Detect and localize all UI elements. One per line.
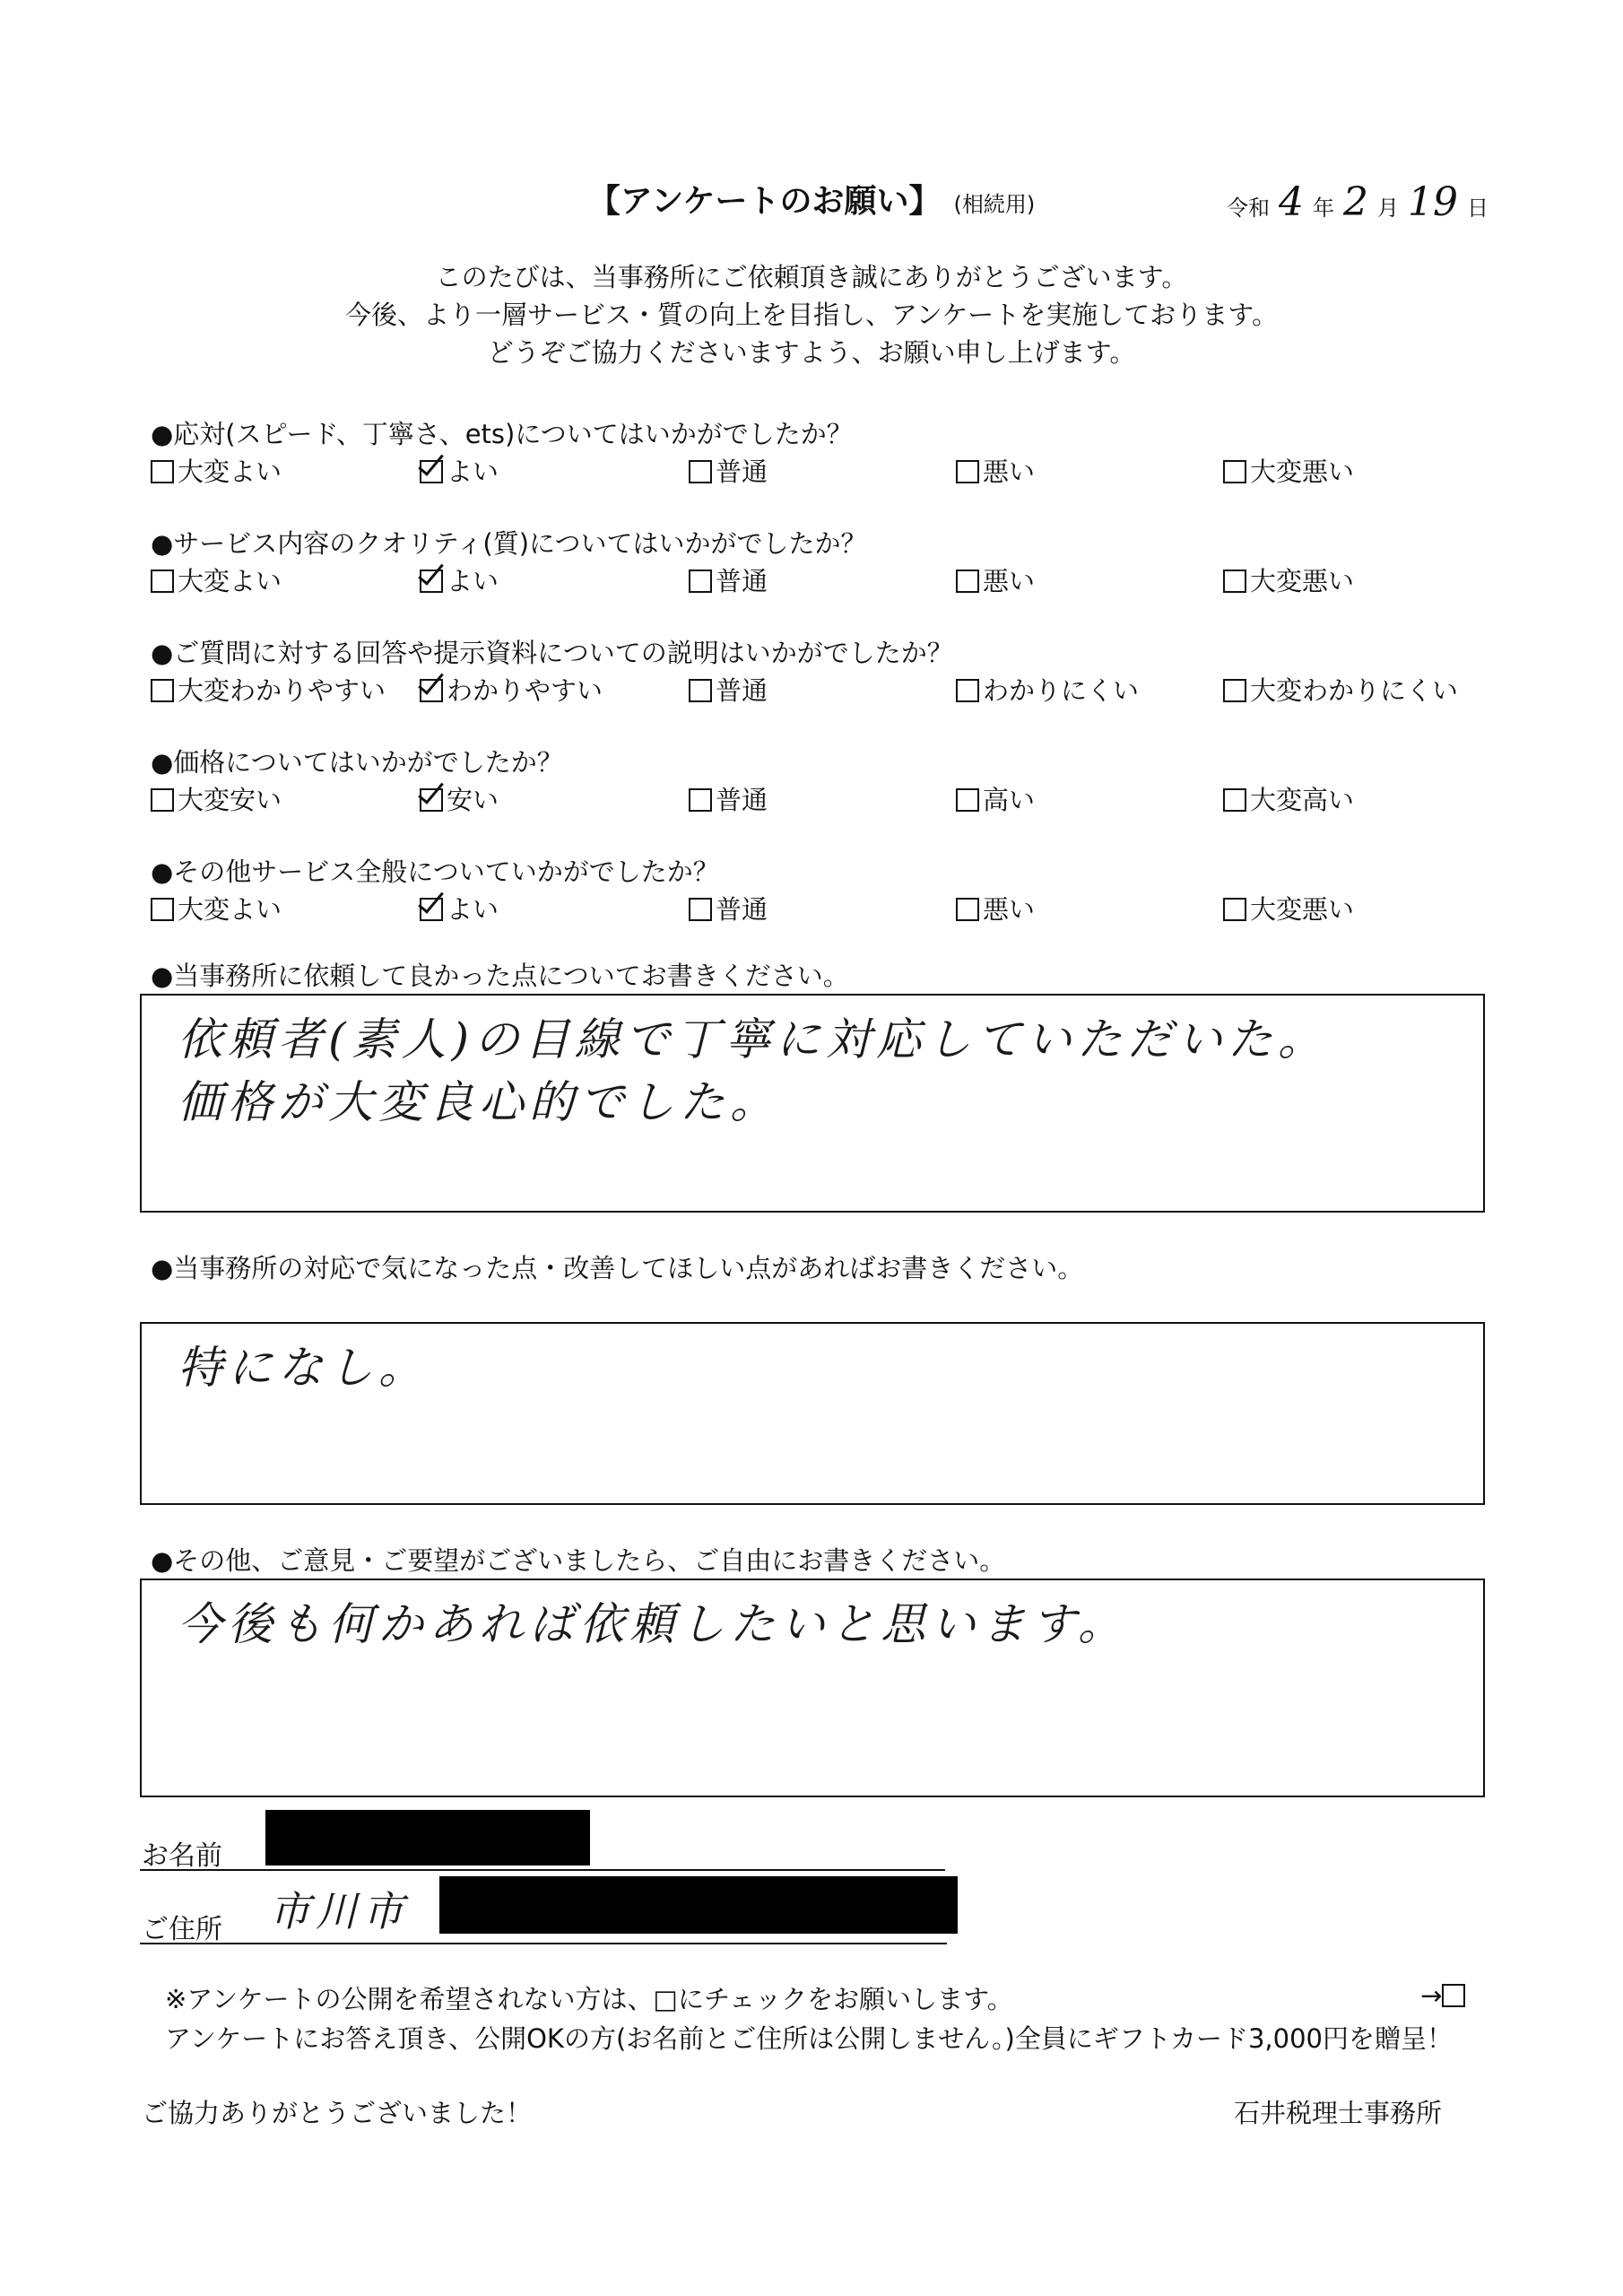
- improvement-answer-box[interactable]: [140, 1322, 1485, 1505]
- intro-line: どうぞご協力くださいますよう、お願い申し上げます。: [487, 337, 1136, 368]
- question-text: ●その他サービス全般についていかがでしたか？: [151, 857, 719, 887]
- checkbox[interactable]: [1223, 898, 1246, 921]
- checked-checkbox[interactable]: [420, 679, 443, 702]
- answer-option[interactable]: [689, 890, 768, 926]
- option-label: 大変よい: [178, 457, 282, 487]
- option-label: 大変高い: [1250, 785, 1355, 815]
- checkbox[interactable]: [151, 570, 174, 593]
- checkbox[interactable]: [956, 460, 979, 483]
- address-handwritten: 市川市: [269, 1887, 409, 1935]
- answer-option[interactable]: [151, 561, 282, 598]
- answer-option[interactable]: [420, 780, 499, 817]
- question-options: [151, 452, 1496, 491]
- optout-checkbox[interactable]: [1442, 1984, 1465, 2007]
- answer-option[interactable]: [1223, 452, 1354, 489]
- question-text: ●サービス内容のクオリティ(質)についてはいかがでしたか？: [151, 528, 867, 559]
- question-options: [151, 780, 1496, 820]
- checkbox[interactable]: [956, 570, 979, 593]
- handwritten-line: 今後も何かあれば依頼したいと思います。: [178, 1598, 1128, 1650]
- survey-date: [1227, 179, 1488, 225]
- option-label: 高い: [983, 785, 1036, 815]
- answer-option[interactable]: [956, 452, 1035, 489]
- intro-line: このたびは、当事務所にご依頼頂き誠にありがとうございます。: [435, 262, 1188, 292]
- answer-option[interactable]: [689, 561, 768, 598]
- option-label: よい: [447, 894, 499, 925]
- answer-option[interactable]: [420, 561, 499, 598]
- other-comments-answer-box[interactable]: [140, 1578, 1485, 1797]
- other-comments-heading: ●その他、ご意見・ご要望がございましたら、ご自由にお書きください。: [151, 1545, 1006, 1576]
- checked-checkbox[interactable]: [420, 570, 443, 593]
- answer-option[interactable]: [956, 561, 1035, 598]
- handwritten-line: 価格が大変良心的でした。: [178, 1076, 780, 1128]
- name-label: お名前: [142, 1840, 222, 1872]
- option-label: 大変よい: [178, 566, 282, 596]
- option-label: 普通: [716, 785, 768, 815]
- answer-option[interactable]: [956, 671, 1139, 708]
- date-month-unit: 月: [1377, 196, 1399, 221]
- answer-option[interactable]: [1223, 890, 1354, 926]
- thanks-text: ご協力ありがとうございました！: [142, 2098, 533, 2128]
- office-name: 石井税理士事務所: [1233, 2098, 1442, 2128]
- option-label: 大変悪い: [1250, 894, 1355, 925]
- answer-option[interactable]: [420, 671, 603, 708]
- option-label: わかりにくい: [983, 675, 1140, 706]
- date-month: 2: [1343, 179, 1368, 225]
- checkbox[interactable]: [1223, 460, 1246, 483]
- checkbox[interactable]: [689, 570, 712, 593]
- answer-option[interactable]: [689, 452, 768, 489]
- checkbox[interactable]: [151, 679, 174, 702]
- checkbox[interactable]: [689, 460, 712, 483]
- option-label: 悪い: [983, 457, 1036, 487]
- option-label: 普通: [716, 457, 768, 487]
- option-label: わかりやすい: [447, 675, 603, 706]
- answer-option[interactable]: [1223, 671, 1458, 708]
- option-label: 悪い: [983, 566, 1036, 596]
- answer-option[interactable]: [1223, 780, 1354, 817]
- checkbox[interactable]: [151, 788, 174, 812]
- answer-option[interactable]: [689, 671, 768, 708]
- answer-option[interactable]: [151, 890, 282, 926]
- option-label: 悪い: [983, 894, 1036, 925]
- checkbox[interactable]: [1223, 570, 1246, 593]
- address-redaction: [439, 1876, 958, 1934]
- question-options: [151, 671, 1496, 710]
- date-day-unit: 日: [1467, 196, 1488, 221]
- checkbox[interactable]: [956, 898, 979, 921]
- question-text: ●ご質問に対する回答や提示資料についての説明はいかがでしたか？: [151, 638, 953, 668]
- answer-option[interactable]: [956, 890, 1035, 926]
- option-label: 普通: [716, 675, 768, 706]
- intro-text: [0, 258, 1623, 371]
- gift-note: アンケートにお答え頂き、公開OKの方(お名前とご住所は公開しません。)全員にギフトカード3,000円を贈呈！: [165, 2023, 1453, 2054]
- question-options: [151, 890, 1496, 929]
- title-main: 【アンケートのお願い】: [587, 183, 942, 220]
- checked-checkbox[interactable]: [420, 788, 443, 812]
- option-label: 大変わかりやすい: [178, 675, 386, 706]
- option-label: 大変わかりにくい: [1250, 675, 1459, 706]
- good-points-heading: ●当事務所に依頼して良かった点についてお書きください。: [151, 961, 849, 991]
- answer-option[interactable]: [420, 890, 499, 926]
- checkbox[interactable]: [689, 898, 712, 921]
- checkbox[interactable]: [956, 679, 979, 702]
- title-subtitle: (相続用): [953, 192, 1036, 217]
- answer-option[interactable]: [151, 780, 282, 817]
- answer-option[interactable]: [689, 780, 768, 817]
- checkbox[interactable]: [1223, 679, 1246, 702]
- question-text: ●応対(スピード、丁寧さ、ets)についてはいかがでしたか？: [151, 419, 853, 449]
- answer-option[interactable]: [151, 452, 282, 489]
- question-text: ●価格についてはいかがでしたか？: [151, 747, 563, 778]
- option-label: 安い: [447, 785, 499, 815]
- option-label: よい: [447, 457, 499, 487]
- checkbox[interactable]: [151, 898, 174, 921]
- answer-option[interactable]: [420, 452, 499, 489]
- option-label: 大変悪い: [1250, 457, 1355, 487]
- address-label: ご住所: [142, 1914, 222, 1945]
- date-day: 19: [1408, 179, 1458, 225]
- option-label: 大変よい: [178, 894, 282, 925]
- intro-line: 今後、より一層サービス・質の向上を目指し、アンケートを実施しております。: [345, 300, 1278, 330]
- option-label: 普通: [716, 894, 768, 925]
- checkbox[interactable]: [689, 788, 712, 812]
- name-redaction: [265, 1810, 590, 1866]
- checked-checkbox[interactable]: [420, 460, 443, 483]
- arrow-icon: →: [1420, 1980, 1443, 2011]
- checked-checkbox[interactable]: [420, 898, 443, 921]
- improvement-heading: ●当事務所の対応で気になった点・改善してほしい点があればお書きください。: [151, 1253, 1084, 1283]
- answer-option[interactable]: [956, 780, 1035, 817]
- checkbox[interactable]: [1223, 788, 1246, 812]
- option-label: 大変悪い: [1250, 566, 1355, 596]
- optout-arrow: [1420, 1980, 1469, 2011]
- option-label: 普通: [716, 566, 768, 596]
- checkbox[interactable]: [956, 788, 979, 812]
- checkbox[interactable]: [689, 679, 712, 702]
- answer-option[interactable]: [151, 671, 386, 708]
- good-points-answer-box[interactable]: [140, 994, 1485, 1213]
- date-year: 4: [1279, 179, 1304, 225]
- publish-note: ※アンケートの公開を希望されない方は、□にチェックをお願いします。: [165, 1984, 1013, 2014]
- handwritten-line: 依頼者(素人)の目線で丁寧に対応していただいた。: [178, 1013, 1329, 1065]
- checkbox[interactable]: [151, 460, 174, 483]
- address-underline: [140, 1943, 947, 1944]
- option-label: 大変安い: [178, 785, 282, 815]
- date-era: 令和: [1227, 196, 1270, 221]
- option-label: よい: [447, 566, 499, 596]
- handwritten-line: 特になし。: [178, 1342, 429, 1394]
- date-year-unit: 年: [1313, 196, 1334, 221]
- answer-option[interactable]: [1223, 561, 1354, 598]
- question-options: [151, 561, 1496, 601]
